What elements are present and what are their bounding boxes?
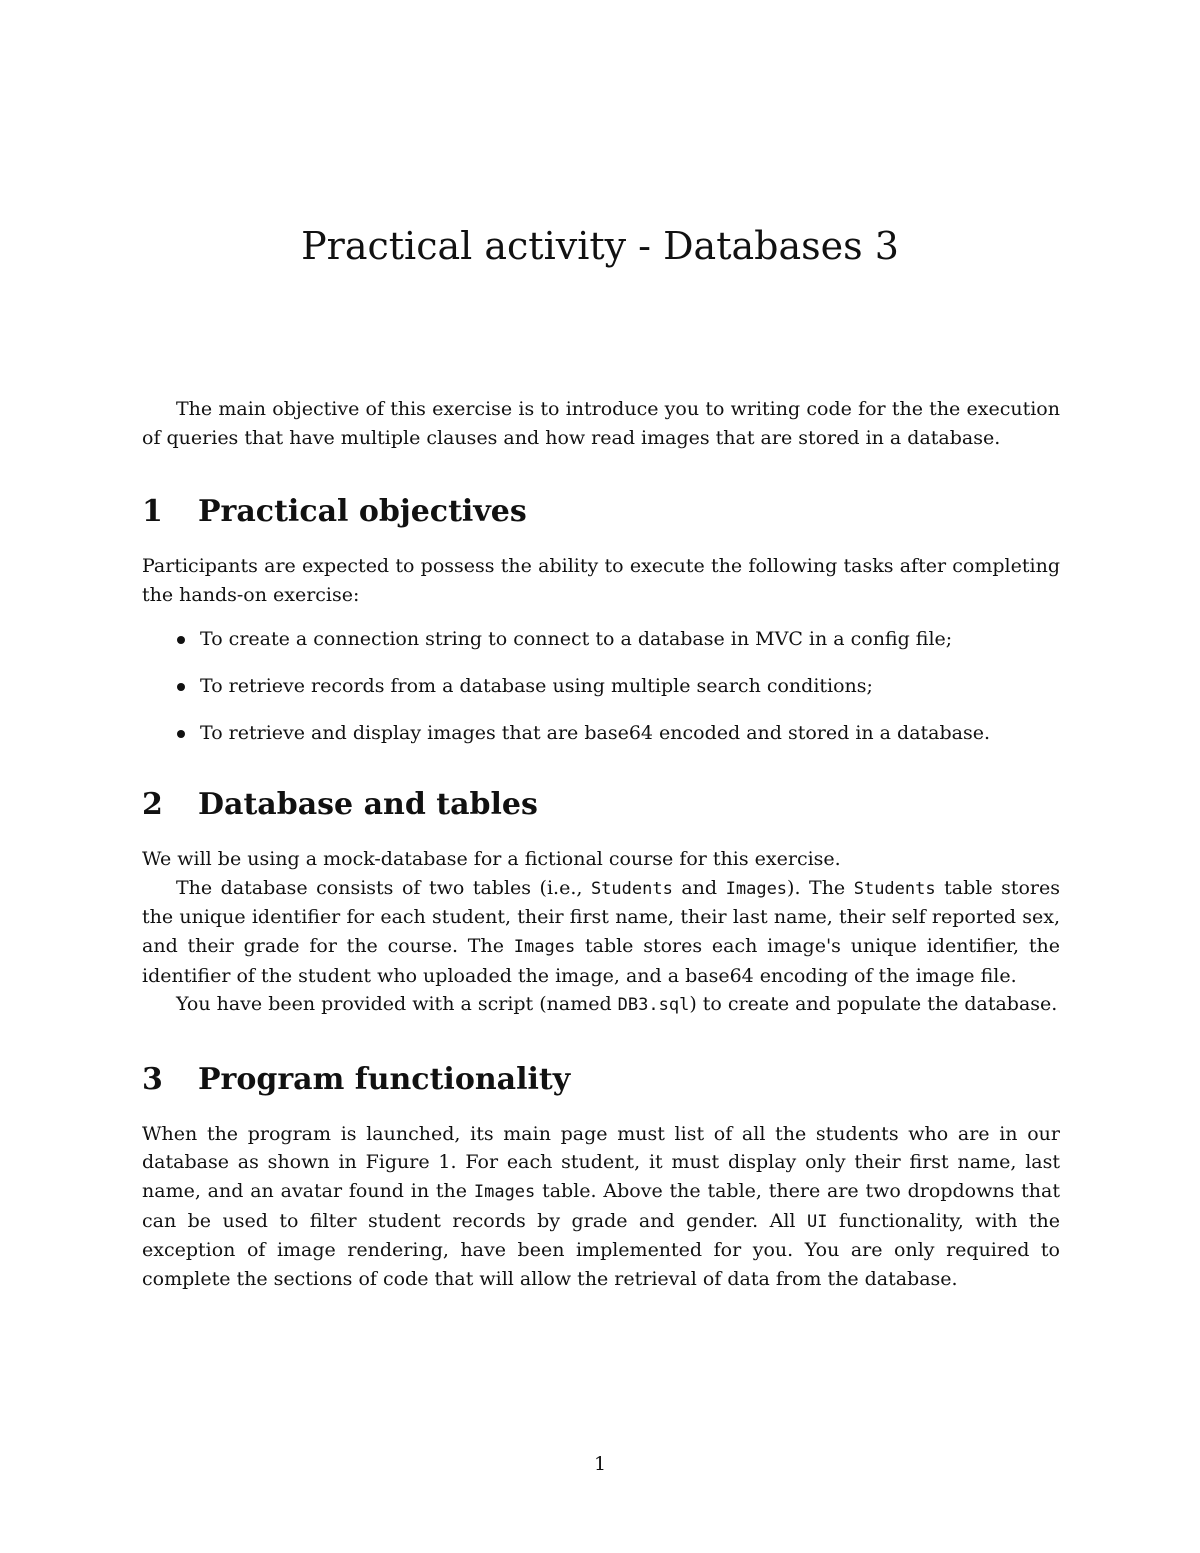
bullet-icon xyxy=(177,683,185,691)
text-run: The database consists of two tables (i.e., xyxy=(176,876,591,899)
list-item-text: To retrieve records from a database using multiple search conditions; xyxy=(200,674,873,697)
section-2-heading xyxy=(142,785,1060,825)
section-1-number: 1 xyxy=(142,494,163,530)
list-item xyxy=(142,719,1060,748)
text-run: You have been provided with a script (named xyxy=(176,993,618,1016)
section-2-number: 2 xyxy=(142,787,163,823)
list-item xyxy=(142,625,1060,654)
code-images: Images xyxy=(725,878,788,899)
list-item-text: To retrieve and display images that are base64 encoded and stored in a database. xyxy=(200,721,991,744)
document-body xyxy=(142,395,1060,1293)
code-students: Students xyxy=(590,878,673,899)
text-run: functionality, with the exception of image rendering, have been implemented for you. You are only required to complete the sections of code that will allow the retrieval of data from the database. xyxy=(142,1209,1060,1290)
text-run: table. Above the table, there are two dropdowns that can be used to filter student records by grade and gender. All xyxy=(142,1179,1060,1232)
text-run: table stores each image's unique identifier, the identifier of the student who uploaded the image, and a base64 encoding of the image file. xyxy=(142,934,1060,987)
section-1-paragraph: Participants are expected to possess the ability to execute the following tasks after completing the hands-on exercise: xyxy=(142,555,1060,606)
code-images: Images xyxy=(473,1181,536,1202)
text-run: table stores the unique identifier for each student, their first name, their last name, their self reported sex, and their grade for the course. The xyxy=(142,876,1061,957)
section-2-paragraph-1: We will be using a mock-database for a fictional course for this exercise. xyxy=(142,848,841,871)
text-run: ). The xyxy=(787,876,854,899)
section-1-heading xyxy=(142,492,1060,532)
code-images: Images xyxy=(513,936,576,957)
code-script-name: DB3.sql xyxy=(617,995,690,1016)
section-3-paragraph xyxy=(142,1120,1060,1294)
section-3-number: 3 xyxy=(142,1061,163,1097)
bullet-icon xyxy=(177,730,185,738)
bullet-icon xyxy=(177,636,185,644)
list-item-text: To create a connection string to connect to a database in MVC in a config file; xyxy=(200,628,953,651)
section-3-title: Program functionality xyxy=(198,1061,571,1097)
text-run: ) to create and populate the database. xyxy=(689,993,1058,1016)
section-2-body xyxy=(142,845,1060,1020)
code-students: Students xyxy=(853,878,936,899)
section-2-paragraph-3 xyxy=(142,990,1060,1020)
section-2-title: Database and tables xyxy=(198,787,538,823)
section-3-heading xyxy=(142,1060,1060,1100)
ui-abbrev: UI xyxy=(806,1211,828,1232)
section-1-title: Practical objectives xyxy=(198,494,527,530)
page-title: Practical activity - Databases 3 xyxy=(301,224,899,268)
section-2-paragraph-2 xyxy=(142,874,1060,990)
list-item xyxy=(142,672,1060,701)
text-run: and xyxy=(672,876,726,899)
page-number: 1 xyxy=(593,1453,607,1475)
intro-paragraph: The main objective of this exercise is to introduce you to writing code for the the execution of queries that have multiple clauses and how read images that are stored in a database. xyxy=(142,398,1060,449)
objectives-list xyxy=(142,625,1060,747)
text-run: When the program is launched, its main page must list of all the students who are in our database as shown in Figure 1. For each student, it must display only their first name, last name, and an avatar found in the xyxy=(142,1122,1060,1202)
